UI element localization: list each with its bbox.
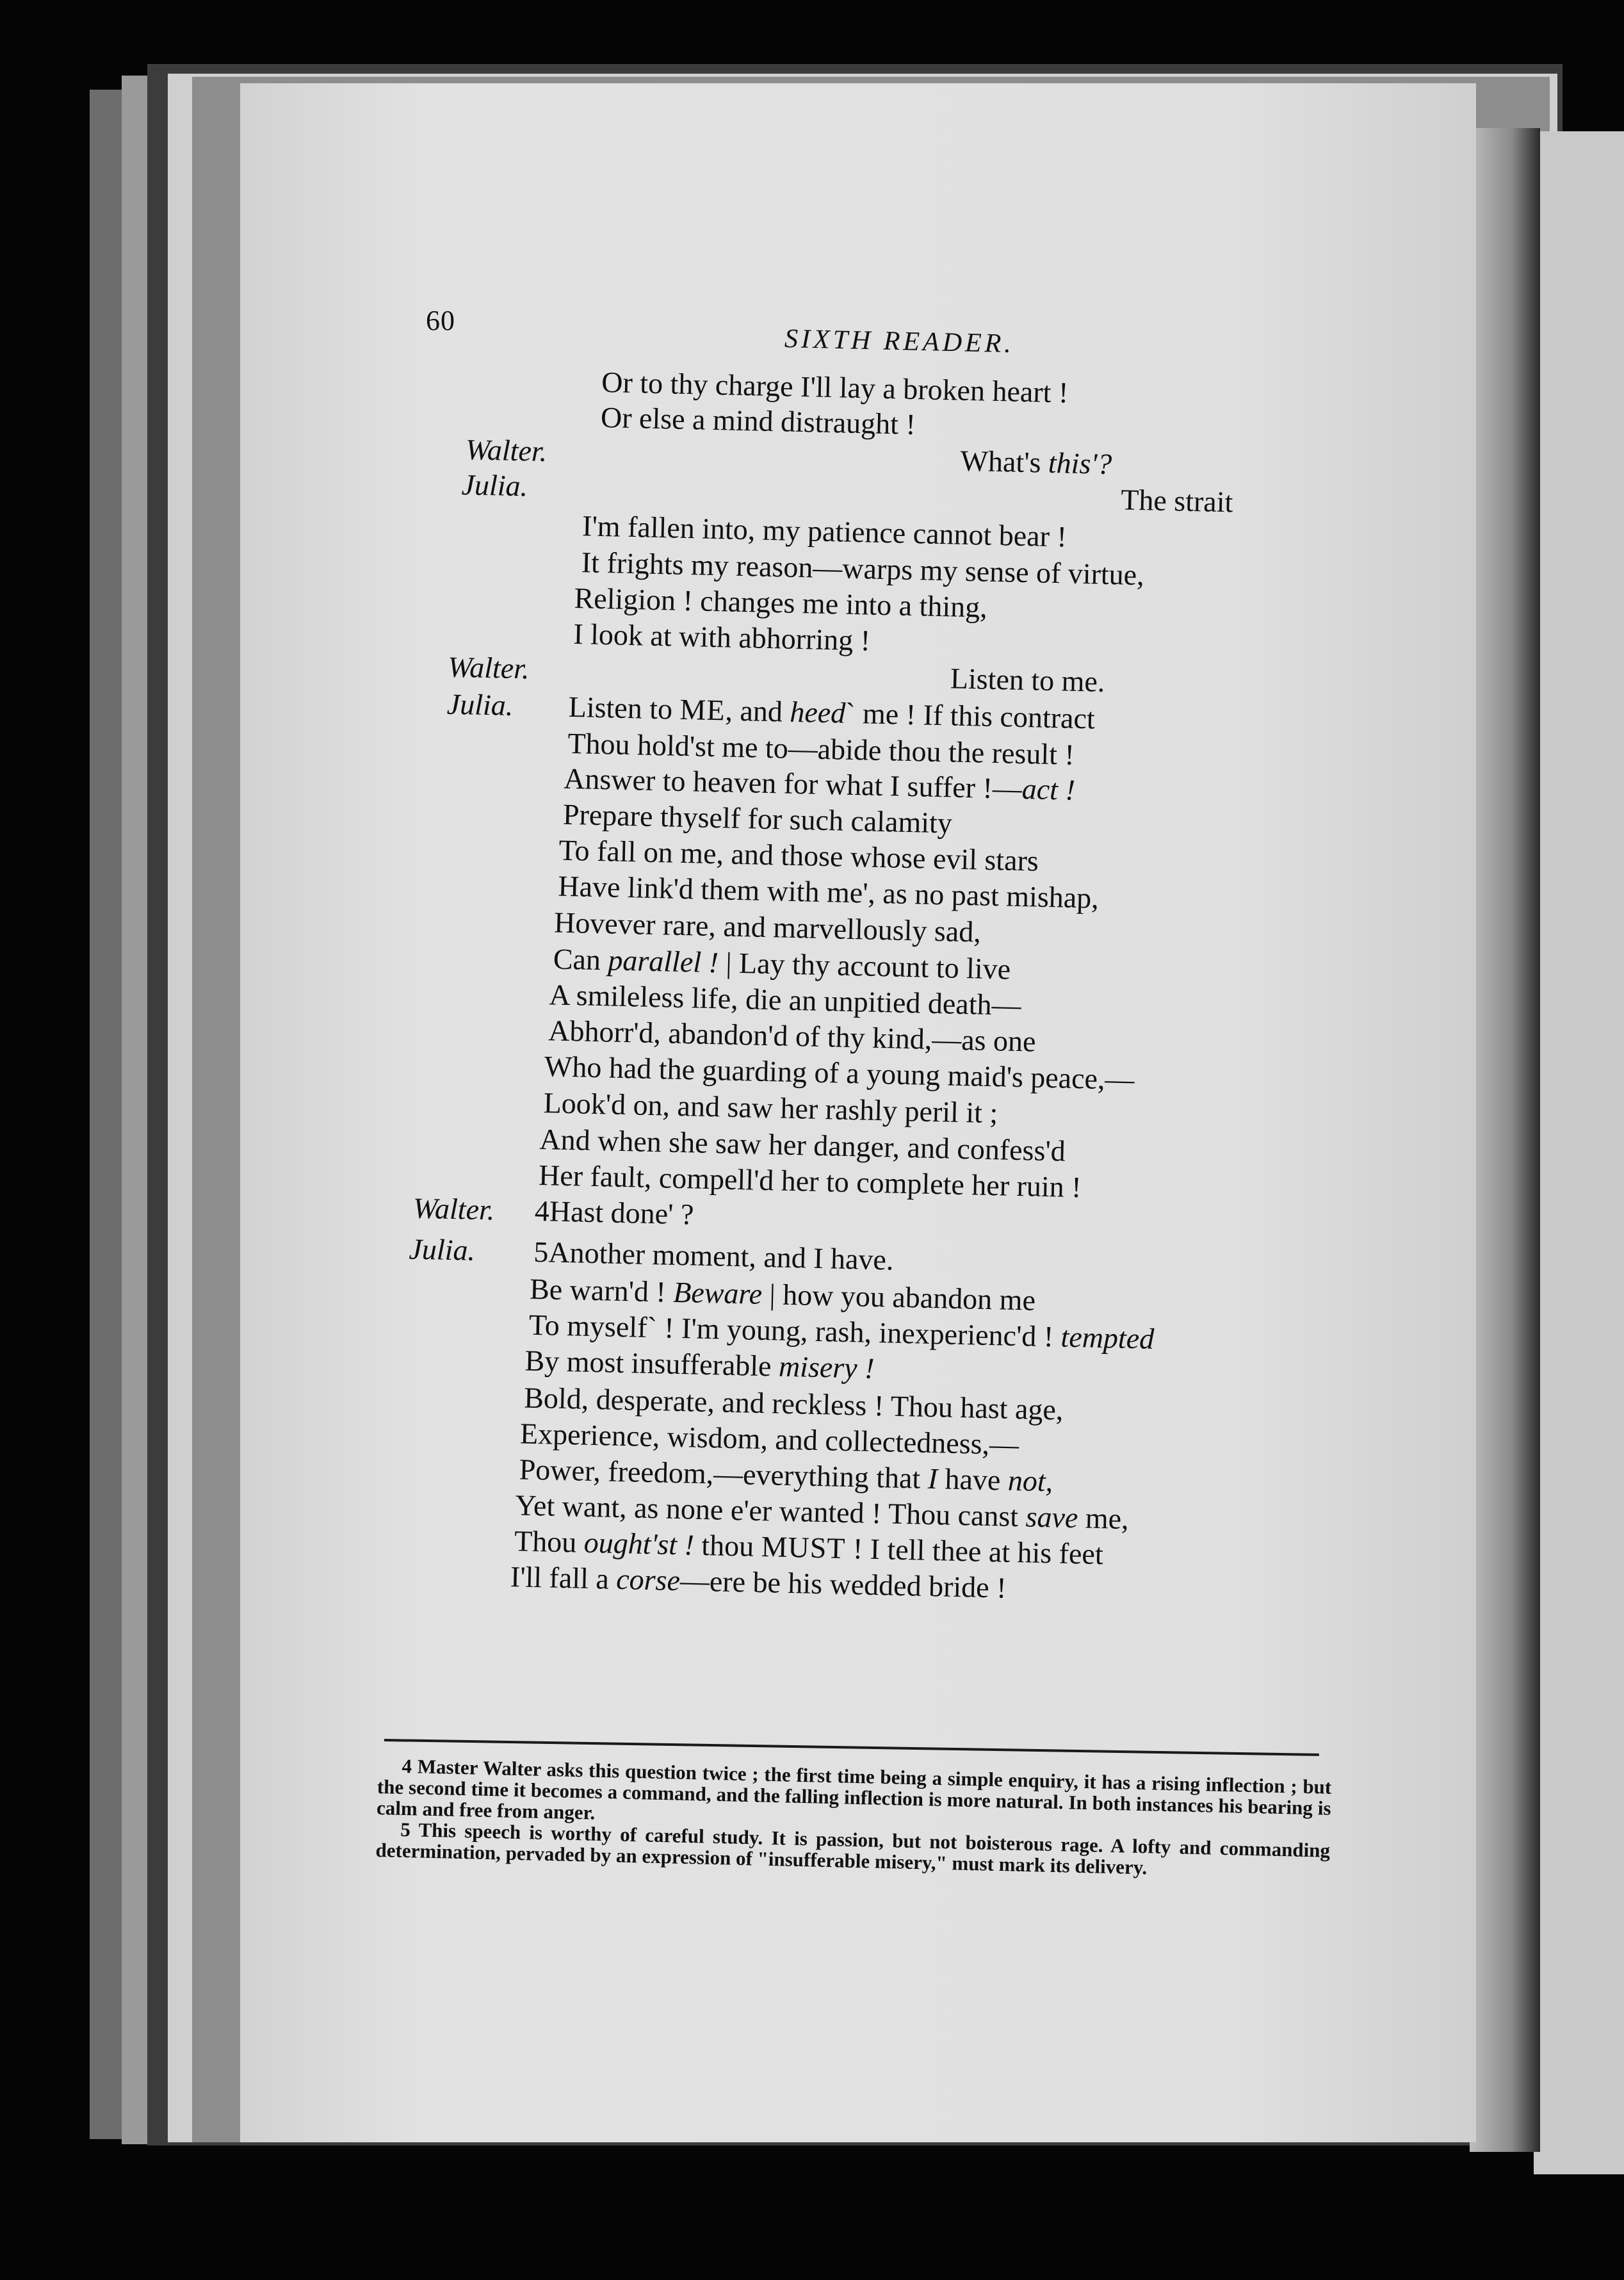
verse-text: Answer to heaven for what I suffer !—act !: [563, 761, 1076, 806]
verse-line: Religion ! changes me into a thing,: [574, 582, 988, 624]
verse-line: Or to thy charge I'll lay a broken heart !: [601, 365, 1069, 409]
verse-line: It frights my reason—warps my sense of virtue,: [581, 546, 1145, 592]
verse-line: Julia. 5Another moment, and I have.: [220, 1226, 1437, 1292]
gutter-shadow: [1470, 128, 1540, 2152]
verse-line: A smileless life, die an unpitied death—: [549, 978, 1022, 1022]
verse-line: I look at with abhorring !: [572, 617, 871, 657]
verse-line: Walter. 4Hast done' ?: [220, 1185, 1438, 1251]
verse-text: By most insufferable misery !: [524, 1344, 875, 1385]
verse-line: Prepare thyself for such calamity: [562, 797, 953, 840]
verse-text: Listen to ME, and heed` me ! If this contract: [568, 690, 1096, 735]
verse-line: And when she saw her danger, and confess'd: [539, 1123, 1066, 1168]
verse-line: Thou hold'st me to—abide thou the result !: [567, 726, 1075, 771]
dialogue-text: [207, 355, 1476, 1855]
verse-line: Her fault, compell'd her to complete her ruin !: [538, 1159, 1082, 1204]
verse-line: Walter. Listen to me.: [233, 643, 1450, 709]
verse-text: I'll fall a corse—ere be his wedded bride !: [510, 1560, 1007, 1604]
verse-line: Look'd on, and saw her rashly peril it ;: [543, 1086, 998, 1130]
verse-line: Bold, desperate, and reckless ! Thou hast age,: [523, 1381, 1064, 1426]
page-number: 60: [426, 305, 455, 336]
footnote: 4 Master Walter asks this question twice ; the first time being a simple enquiry, it has a rising inflection ; but the second time it becomes a command, and the falling inflection is more natural. In both instances his bearing is calm and free from anger.: [376, 1754, 1332, 1824]
book-page: [240, 83, 1476, 2142]
footnote: 5 This speech is worthy of careful study. It is passion, but not boisterous rage. A lofty and commanding determination, pervaded by an expression of "insufferable misery," must mark its delivery.: [375, 1818, 1331, 1879]
verse-line: To fall on me, and those whose evil stars: [558, 833, 1039, 877]
facing-page: [1534, 131, 1624, 2174]
verse-line: Experience, wisdom, and collectedness,—: [519, 1417, 1019, 1462]
verse-text: Can parallel ! | Lay thy account to live: [553, 942, 1011, 986]
verse-line: Julia. The strait: [237, 460, 1454, 526]
speaker-name: Julia.: [409, 1232, 476, 1267]
verse-text: Power, freedom,—everything that I have not,: [519, 1453, 1053, 1498]
speaker-name: Julia.: [461, 468, 528, 503]
verse-text: Thou ought'st ! thou MUST ! I tell thee at his feet: [514, 1524, 1104, 1571]
verse-line: Have link'd them with me', as no past mishap,: [557, 869, 1100, 915]
footnotes: [375, 1755, 1331, 1882]
verse-line: Or else a mind distraught !: [600, 400, 916, 441]
verse-line: Abhorr'd, abandon'd of thy kind,—as one: [548, 1014, 1037, 1058]
running-head: SIXTH READER.: [784, 324, 1015, 359]
speaker-name: Walter.: [412, 1191, 495, 1226]
verse-text: What's this'?: [960, 444, 1112, 481]
verse-text: To myself` ! I'm young, rash, inexperienc'd ! tempted: [528, 1308, 1155, 1355]
speaker-name: Julia.: [446, 687, 514, 722]
verse-line: Who had the guarding of a young maid's peace,—: [544, 1050, 1135, 1096]
speaker-name: Walter.: [447, 650, 530, 685]
verse-text: Yet want, as none e'er wanted ! Thou canst save me,: [514, 1488, 1130, 1536]
verse-line: Hovever rare, and marvellously sad,: [553, 906, 982, 949]
verse-text: Be warn'd ! Beware | how you abandon me: [529, 1272, 1036, 1317]
speaker-name: Walter.: [465, 433, 548, 468]
verse-line: I'm fallen into, my patience cannot bear !: [581, 509, 1068, 553]
